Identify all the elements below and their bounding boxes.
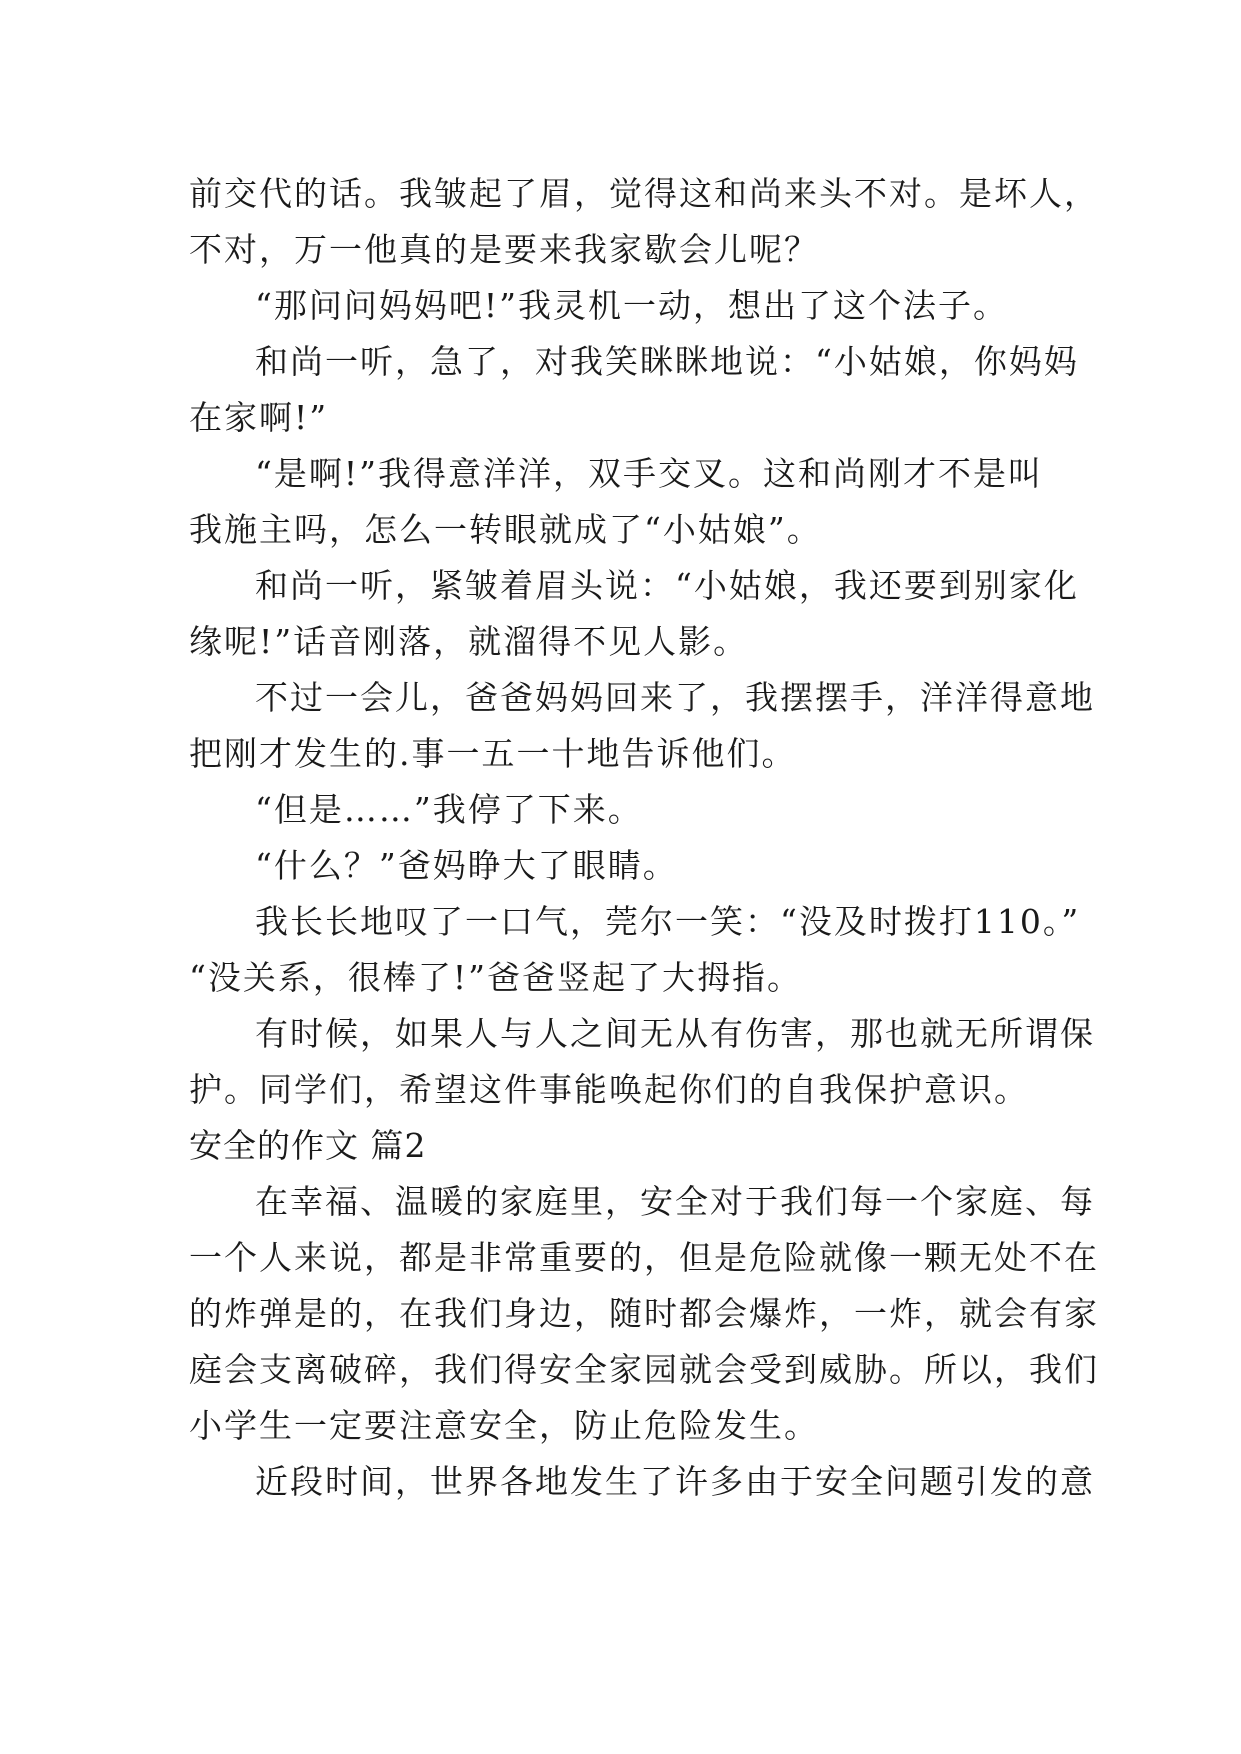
text-line: 前交代的话。我皱起了眉，觉得这和尚来头不对。是坏人， — [189, 174, 1099, 213]
section-heading: 安全的作文 篇2 — [189, 1126, 427, 1165]
text-line: 我长长地叹了一口气，莞尔一笑：“没及时拨打110。” — [255, 902, 1081, 941]
text-line: 的炸弹是的，在我们身边，随时都会爆炸，一炸，就会有家 — [189, 1294, 1099, 1333]
text-line: “那问问妈妈吧!”我灵机一动，想出了这个法子。 — [255, 286, 1009, 325]
text-line: 不过一会儿，爸爸妈妈回来了，我摆摆手，洋洋得意地 — [255, 678, 1095, 717]
text-line: 一个人来说，都是非常重要的，但是危险就像一颗无处不在 — [189, 1238, 1099, 1277]
text-line: 在家啊!” — [189, 398, 329, 437]
text-line: 在幸福、温暖的家庭里，安全对于我们每一个家庭、每 — [255, 1182, 1095, 1221]
text-line: 有时候，如果人与人之间无从有伤害，那也就无所谓保 — [255, 1014, 1095, 1053]
text-line: 小学生一定要注意安全，防止危险发生。 — [189, 1406, 819, 1445]
text-line: 近段时间，世界各地发生了许多由于安全问题引发的意 — [255, 1462, 1095, 1501]
text-line: 我施主吗，怎么一转眼就成了“小姑娘”。 — [189, 510, 822, 549]
text-line: 和尚一听，急了，对我笑眯眯地说：“小姑娘，你妈妈 — [255, 342, 1079, 381]
text-line: 庭会支离破碎，我们得安全家园就会受到威胁。所以，我们 — [189, 1350, 1099, 1389]
text-line: 不对，万一他真的是要来我家歇会儿呢？ — [189, 230, 819, 269]
text-line: 缘呢!”话音刚落，就溜得不见人影。 — [189, 622, 749, 661]
text-line: 把刚才发生的.事一五一十地告诉他们。 — [189, 734, 797, 773]
text-line: “什么？”爸妈睁大了眼睛。 — [255, 846, 678, 885]
text-line: 护。同学们，希望这件事能唤起你们的自我保护意识。 — [189, 1070, 1029, 1109]
article-body — [189, 166, 1099, 1510]
text-line: “但是……”我停了下来。 — [255, 790, 643, 829]
text-line: “是啊!”我得意洋洋，双手交叉。这和尚刚才不是叫 — [255, 454, 1044, 493]
text-line: “没关系，很棒了!”爸爸竖起了大拇指。 — [189, 958, 803, 997]
text-line: 和尚一听，紧皱着眉头说：“小姑娘，我还要到别家化 — [255, 566, 1079, 605]
